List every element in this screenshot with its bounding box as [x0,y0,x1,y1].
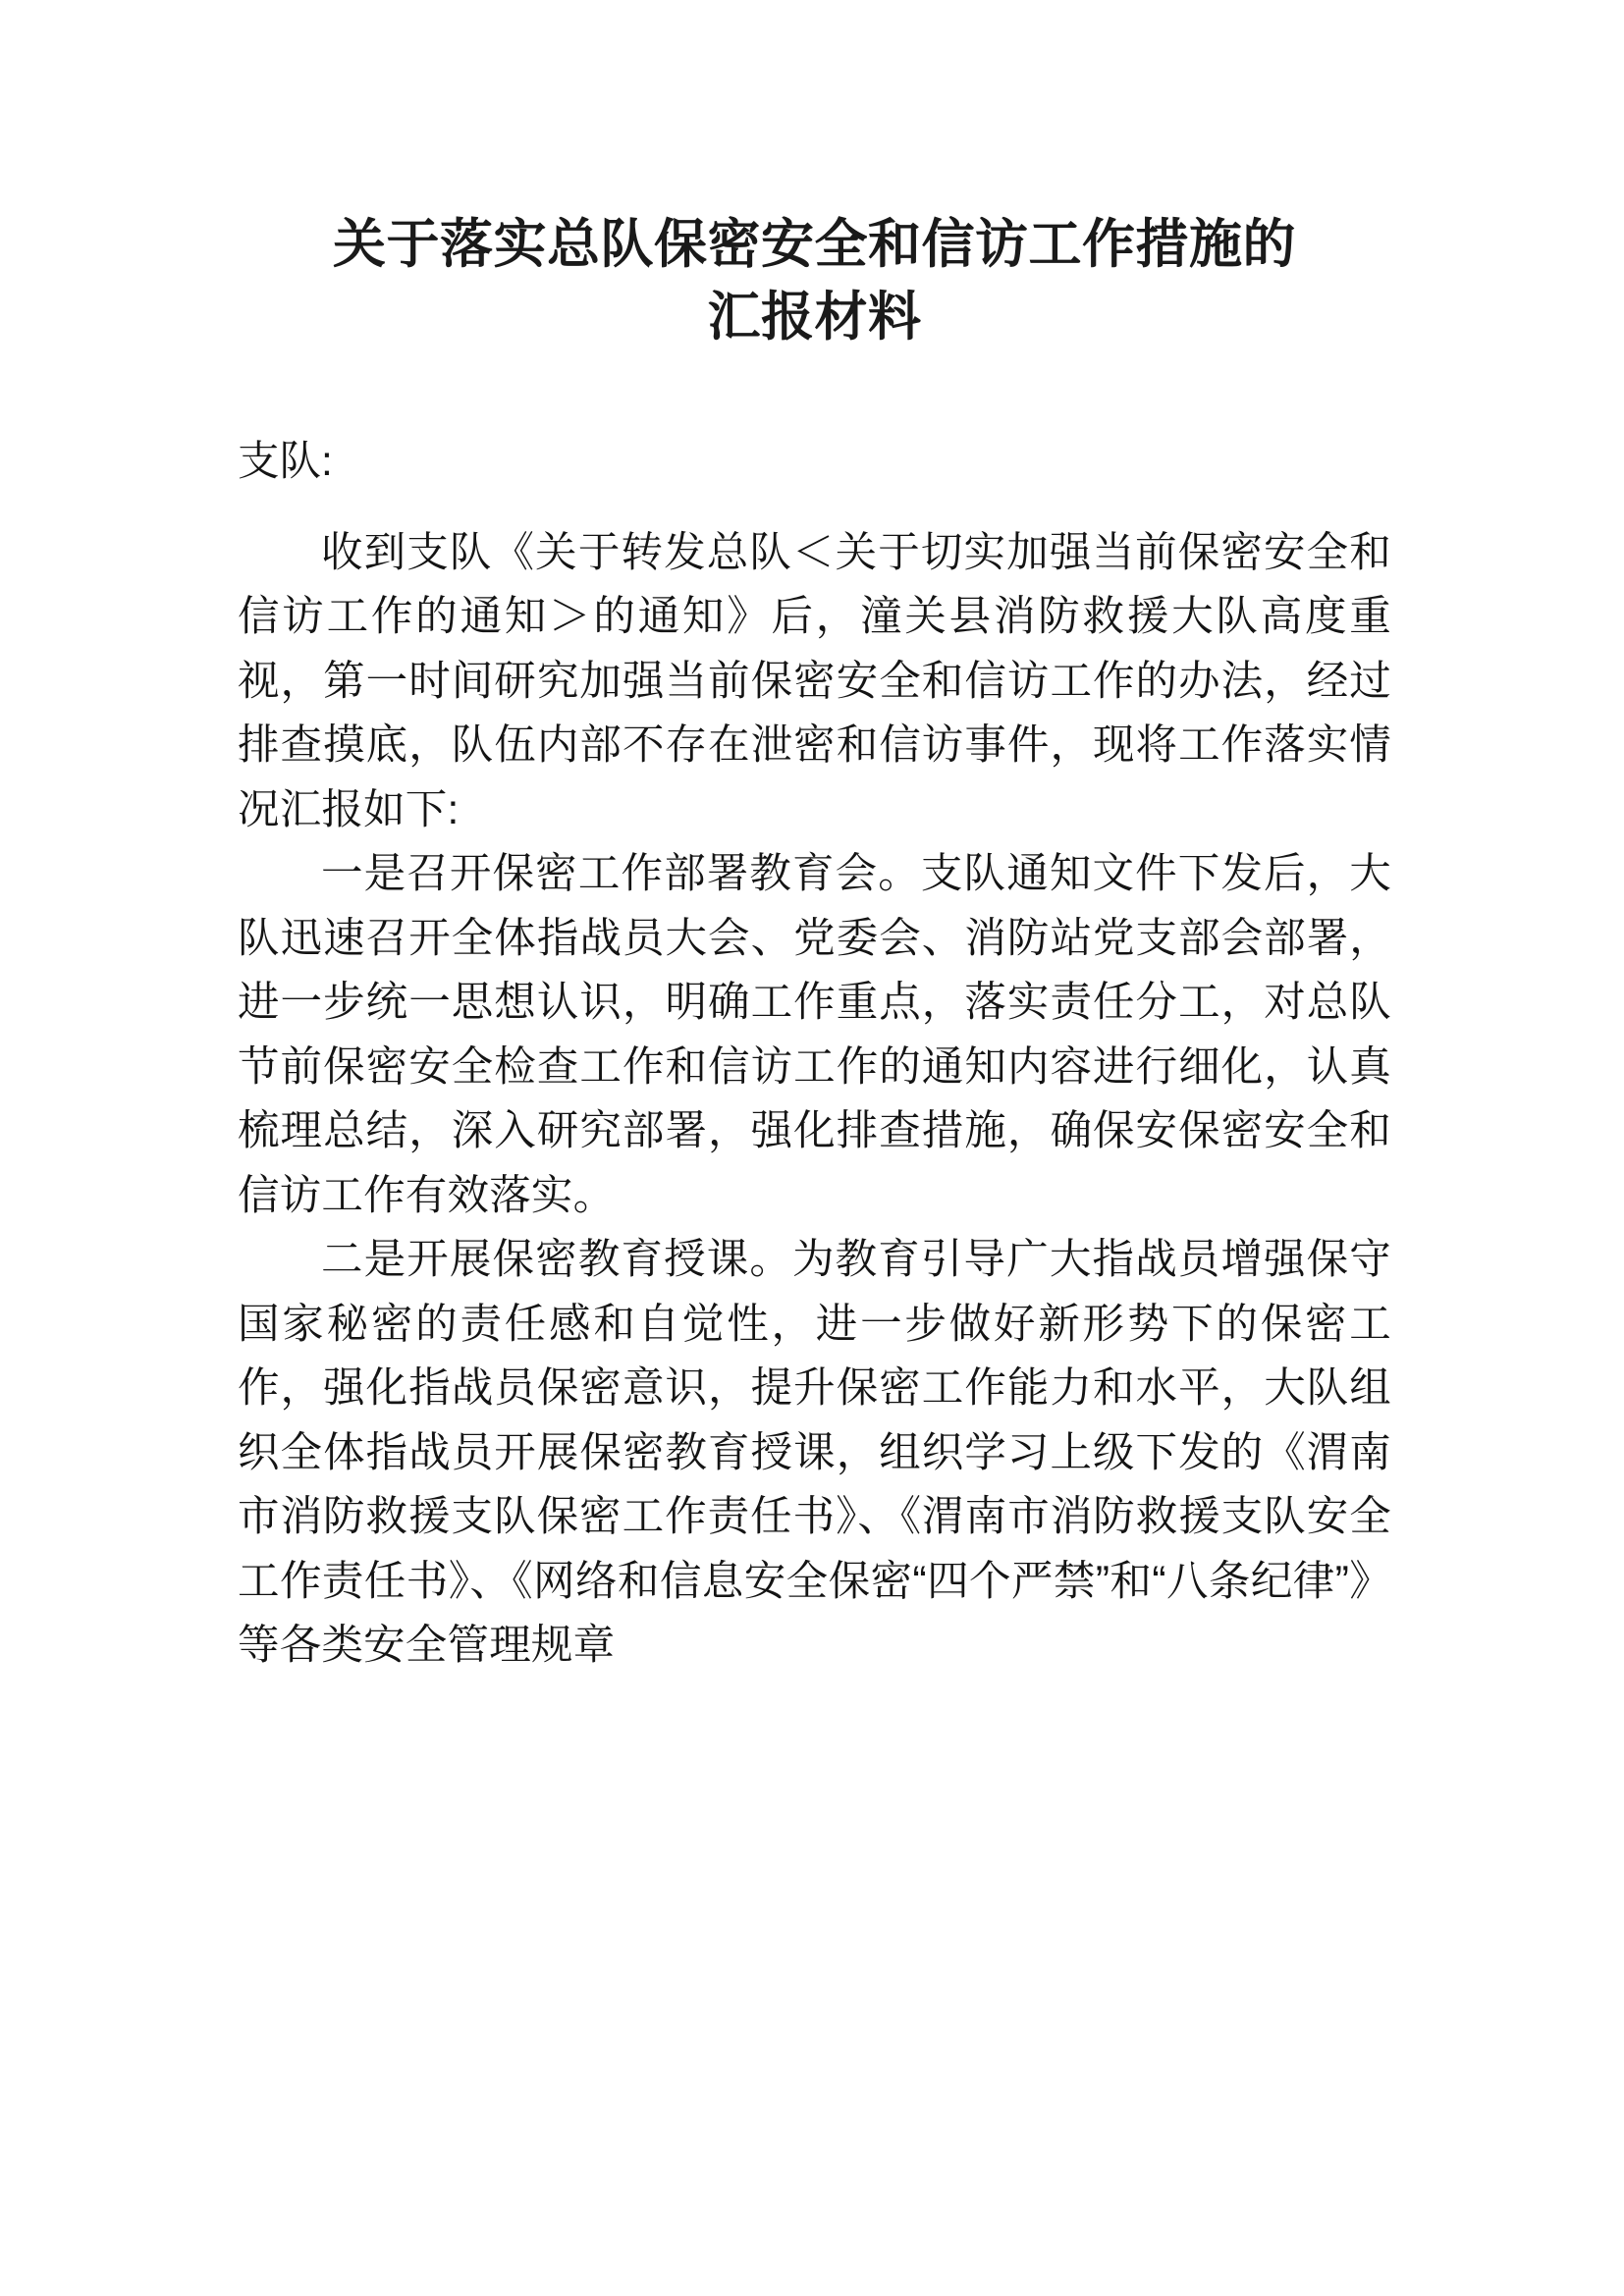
document-body-column [238,0,1391,1679]
document-body [238,430,1391,1679]
page-title-line-2: 汇报材料 [707,288,922,347]
body-paragraph-2: 一是召开保密工作部署教育会。支队通知文件下发后，大队迅速召开全体指战员大会、党委会、消防站党支部会部署，进一步统一思想认识，明确工作重点，落实责任分工，对总队节前保密安全检查工作和信访工作的通知内容进行细化，认真梳理总结，深入研究部署，强化排查措施，确保安保密安全和信访工作有效落实。 [238,851,1391,1219]
page-title-line-1: 关于落实总队保密安全和信访工作措施的 [333,215,1296,274]
page-title [238,0,1391,353]
salutation: 支队: [238,439,333,485]
body-paragraph-3: 二是开展保密教育授课。为教育引导广大指战员增强保守国家秘密的责任感和自觉性，进一步做好新形势下的保密工作，强化指战员保密意识，提升保密工作能力和水平，大队组织全体指战员开展保密教育授课，组织学习上级下发的《渭南市消防救援支队保密工作责任书》、《渭南市消防救援支队安全工作责任书》、《网络和信息安全保密“四个严禁”和“八条纪律”》等各类安全管理规章 [238,1237,1391,1669]
body-paragraph-1: 收到支队《关于转发总队＜关于切实加强当前保密安全和信访工作的通知＞的通知》后，潼关县消防救援大队高度重视，第一时间研究加强当前保密安全和信访工作的办法，经过排查摸底，队伍内部不存在泄密和信访事件，现将工作落实情况汇报如下: [238,529,1391,833]
salutation-spacer [238,495,1391,521]
